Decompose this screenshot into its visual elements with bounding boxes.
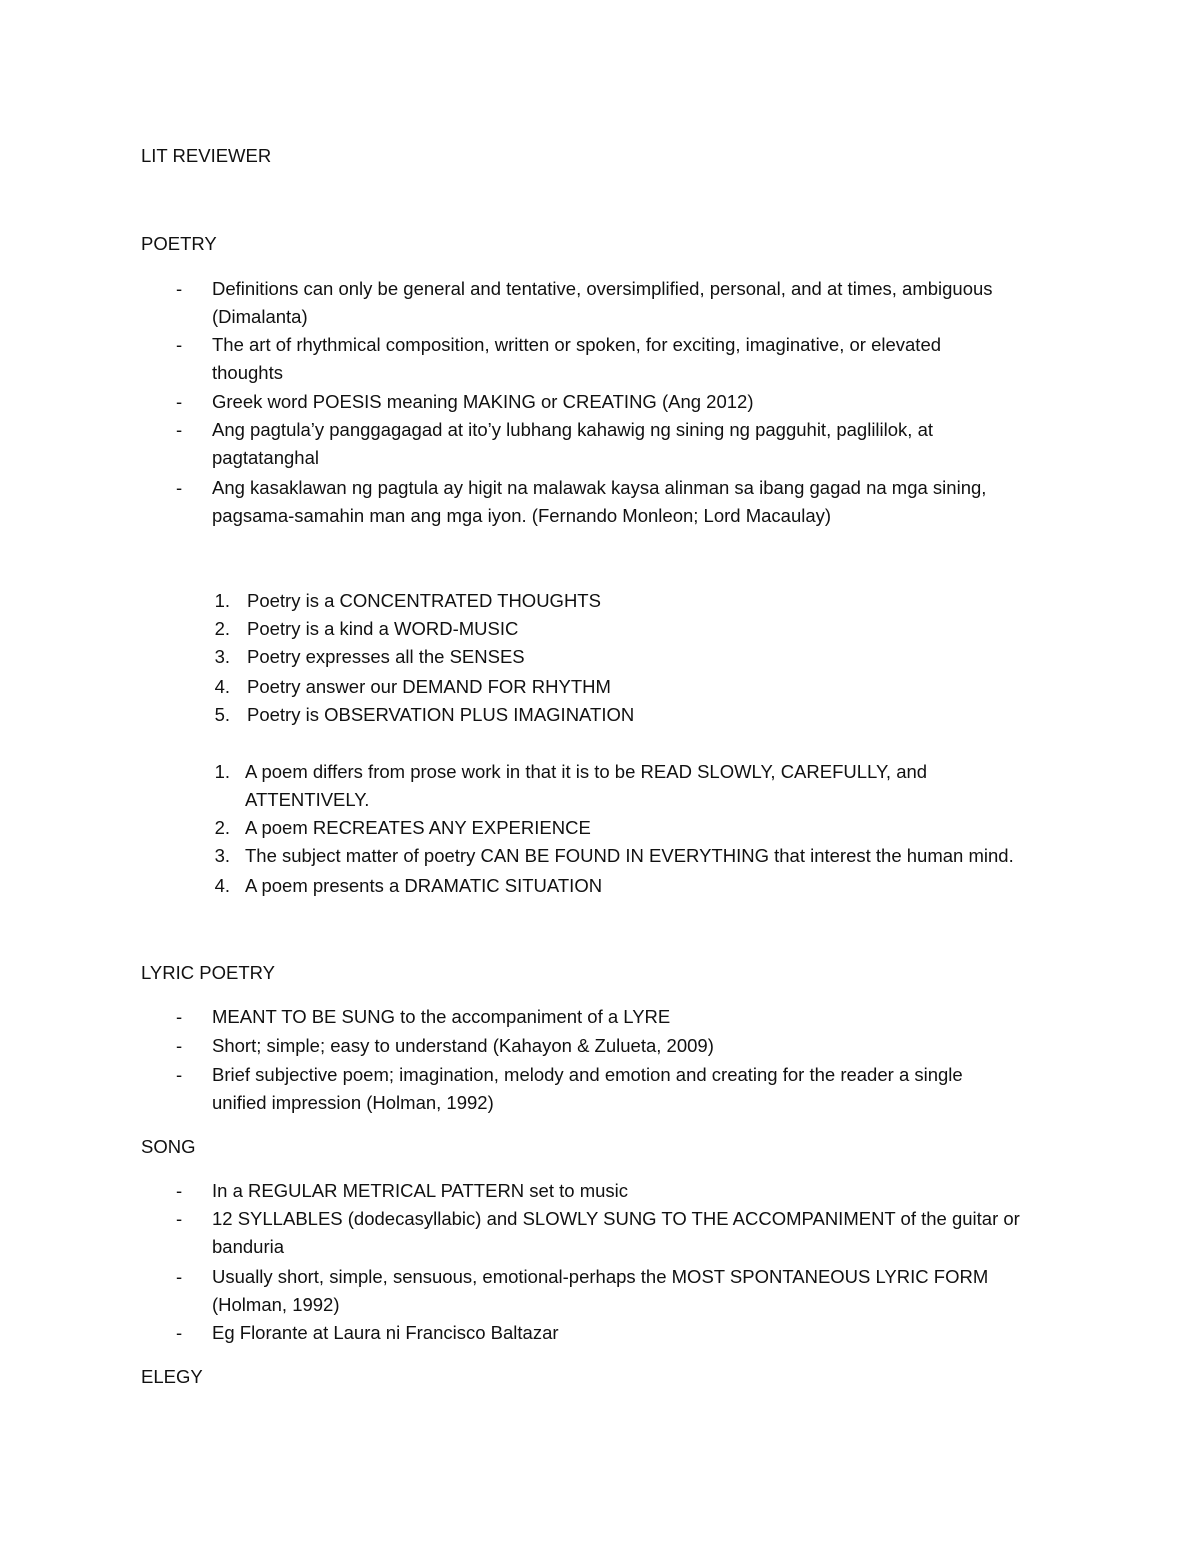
list-item-text: A poem RECREATES ANY EXPERIENCE xyxy=(245,817,591,838)
bullet-marker: - xyxy=(176,278,183,299)
list-number: 1. xyxy=(214,590,230,611)
list-number: 3. xyxy=(214,845,230,866)
list-item-text: Poetry is a kind a WORD-MUSIC xyxy=(247,618,519,639)
list-number: 2. xyxy=(214,618,230,639)
list-item-text: Greek word POESIS meaning MAKING or CREATING (Ang 2012) xyxy=(212,391,754,412)
list-item-text: A poem presents a DRAMATIC SITUATION xyxy=(245,875,603,896)
list-item-text: Ang pagtula’y panggagagad at ito’y lubhang kahawig ng sining ng pagguhit, paglililok, at xyxy=(212,419,934,440)
bullet-marker: - xyxy=(176,391,183,412)
list-number: 4. xyxy=(214,875,230,896)
list-item-text: Poetry answer our DEMAND FOR RHYTHM xyxy=(247,676,611,697)
list-item-text: MEANT TO BE SUNG to the accompaniment of a LYRE xyxy=(212,1006,671,1027)
section-heading-elegy: ELEGY xyxy=(141,1366,203,1387)
list-item-text: In a REGULAR METRICAL PATTERN set to music xyxy=(212,1180,628,1201)
list-number: 4. xyxy=(214,676,230,697)
list-item-text: Eg Florante at Laura ni Francisco Baltazar xyxy=(212,1322,559,1343)
bullet-marker: - xyxy=(176,1035,183,1056)
list-item-text: pagtatanghal xyxy=(212,447,319,468)
list-number: 5. xyxy=(214,704,230,725)
list-item-text: The art of rhythmical composition, written or spoken, for exciting, imaginative, or elevated xyxy=(212,334,942,355)
bullet-marker: - xyxy=(176,1322,183,1343)
list-item-text: Definitions can only be general and tentative, oversimplified, personal, and at times, ambiguous xyxy=(212,278,993,299)
bullet-marker: - xyxy=(176,1006,183,1027)
list-item-text: Poetry is OBSERVATION PLUS IMAGINATION xyxy=(247,704,635,725)
section-heading-song: SONG xyxy=(141,1136,196,1157)
list-item-text: banduria xyxy=(212,1236,285,1257)
bullet-marker: - xyxy=(176,1064,183,1085)
list-item-text: Poetry expresses all the SENSES xyxy=(247,646,525,667)
list-item-text: pagsama-samahin man ang mga iyon. (Fernando Monleon; Lord Macaulay) xyxy=(212,505,832,526)
list-item-text: unified impression (Holman, 1992) xyxy=(212,1092,494,1113)
list-number: 2. xyxy=(214,817,230,838)
list-item-text: Ang kasaklawan ng pagtula ay higit na malawak kaysa alinman sa ibang gagad na mga sining, xyxy=(212,477,987,498)
bullet-marker: - xyxy=(176,1208,183,1229)
section-heading-poetry: POETRY xyxy=(141,233,217,254)
bullet-marker: - xyxy=(176,1266,183,1287)
list-item-text: (Holman, 1992) xyxy=(212,1294,340,1315)
list-number: 1. xyxy=(214,761,230,782)
bullet-marker: - xyxy=(176,1180,183,1201)
list-item-text: (Dimalanta) xyxy=(212,306,308,327)
list-item-text: Usually short, simple, sensuous, emotional-perhaps the MOST SPONTANEOUS LYRIC FORM xyxy=(212,1266,989,1287)
bullet-marker: - xyxy=(176,419,183,440)
list-item-text: Brief subjective poem; imagination, melody and emotion and creating for the reader a single xyxy=(212,1064,963,1085)
list-item-text: 12 SYLLABLES (dodecasyllabic) and SLOWLY SUNG TO THE ACCOMPANIMENT of the guitar or xyxy=(212,1208,1020,1229)
list-item-text: Poetry is a CONCENTRATED THOUGHTS xyxy=(247,590,601,611)
list-item-text: Short; simple; easy to understand (Kahayon & Zulueta, 2009) xyxy=(212,1035,714,1056)
bullet-marker: - xyxy=(176,477,183,498)
section-heading-lyric-poetry: LYRIC POETRY xyxy=(141,962,275,983)
bullet-marker: - xyxy=(176,334,183,355)
list-item-text: The subject matter of poetry CAN BE FOUND IN EVERYTHING that interest the human mind. xyxy=(245,845,1014,866)
list-number: 3. xyxy=(214,646,230,667)
list-item-text: ATTENTIVELY. xyxy=(245,789,370,810)
document-title: LIT REVIEWER xyxy=(141,145,272,166)
list-item-text: thoughts xyxy=(212,362,283,383)
list-item-text: A poem differs from prose work in that it is to be READ SLOWLY, CAREFULLY, and xyxy=(245,761,928,782)
